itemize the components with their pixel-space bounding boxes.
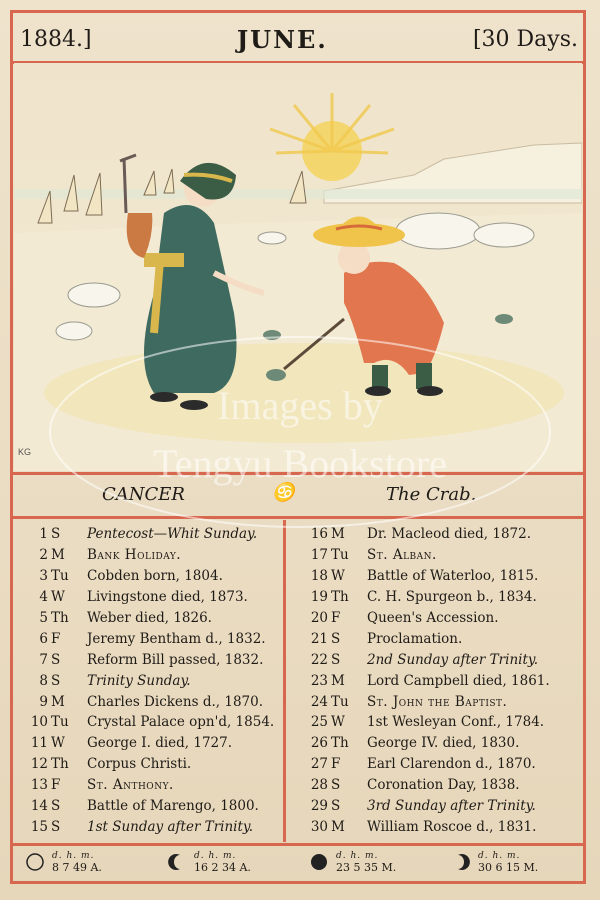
weekday-label: S: [331, 651, 341, 668]
moon-phase-4: [452, 850, 538, 874]
day-row: [22, 816, 274, 837]
day-number: 19: [310, 589, 328, 606]
day-number: 22: [310, 651, 328, 668]
last-quarter-moon-icon: [168, 853, 186, 871]
moon-phase-3: [310, 850, 396, 874]
day-row: [302, 649, 550, 670]
weekday-label: W: [51, 735, 65, 752]
weekday-label: Th: [51, 756, 69, 773]
day-number: 14: [30, 798, 48, 815]
weekday-label: F: [51, 777, 61, 794]
weekday-label: S: [331, 777, 341, 794]
day-row: [22, 796, 274, 817]
weekday-label: W: [331, 714, 345, 731]
day-event: Reform Bill passed, 1832.: [87, 651, 264, 668]
illustration: [14, 63, 582, 471]
day-event: Earl Clarendon d., 1870.: [367, 756, 536, 773]
day-event: St. Alban.: [367, 547, 437, 564]
day-number: 15: [30, 818, 48, 835]
column-divider: [283, 520, 286, 842]
day-row: [22, 670, 274, 691]
day-event: George I. died, 1727.: [87, 735, 233, 752]
weekday-label: S: [51, 651, 61, 668]
day-event: C. H. Spurgeon b., 1834.: [367, 589, 537, 606]
zodiac-divider: [12, 516, 584, 519]
day-event: Trinity Sunday.: [87, 672, 191, 689]
watermark-line-1: Images by: [217, 383, 383, 428]
day-row: [302, 816, 550, 837]
day-event: Corpus Christi.: [87, 756, 192, 773]
moon-phase-time: 8 7 49 A.: [52, 861, 102, 874]
weekday-label: S: [51, 818, 61, 835]
weekday-label: F: [331, 756, 341, 773]
day-event: Charles Dickens d., 1870.: [87, 693, 264, 710]
day-row: [22, 628, 274, 649]
day-number: 4: [39, 589, 48, 606]
illustration-divider: [12, 472, 584, 475]
day-event: Bank Holiday.: [87, 547, 182, 564]
day-number: 27: [310, 756, 328, 773]
day-number: 30: [310, 818, 328, 835]
new-moon-icon: [310, 853, 328, 871]
day-event: 2nd Sunday after Trinity.: [367, 651, 539, 668]
day-number: 18: [310, 568, 328, 585]
day-event: Livingstone died, 1873.: [87, 589, 248, 606]
day-row: [22, 587, 274, 608]
first-quarter-moon-icon: [452, 853, 470, 871]
day-event: St. Anthony.: [87, 777, 174, 794]
day-number: 1: [39, 526, 48, 543]
weekday-label: S: [51, 798, 61, 815]
moon-phase-1: [26, 850, 102, 874]
day-event: Battle of Waterloo, 1815.: [367, 568, 539, 585]
day-event: 1st Sunday after Trinity.: [87, 818, 254, 835]
day-row: [302, 733, 550, 754]
day-number: 5: [39, 610, 48, 626]
days-divider: [12, 843, 584, 846]
day-number: 23: [310, 672, 328, 689]
weekday-label: M: [51, 547, 65, 564]
weekday-label: M: [331, 672, 345, 689]
weekday-label: S: [331, 798, 341, 815]
weekday-label: M: [331, 818, 345, 835]
day-row: [302, 775, 550, 796]
weekday-label: M: [331, 526, 345, 543]
day-number: 21: [310, 630, 328, 647]
day-row: [302, 712, 550, 733]
day-event: St. John the Baptist.: [367, 693, 508, 710]
day-event: 3rd Sunday after Trinity.: [367, 798, 536, 815]
watermark-line-2: Tengyu Bookstore: [153, 441, 447, 486]
day-row: [22, 524, 274, 545]
zodiac-row: [14, 476, 582, 514]
day-number: 28: [310, 777, 328, 794]
day-event: Crystal Palace opn'd, 1854.: [87, 714, 275, 731]
day-row: [302, 754, 550, 775]
day-row: [22, 545, 274, 566]
day-event: Queen's Accession.: [367, 610, 499, 626]
day-event: Coronation Day, 1838.: [367, 777, 520, 794]
day-row: [22, 775, 274, 796]
day-row: [302, 796, 550, 817]
day-row: [22, 691, 274, 712]
day-number: 8: [39, 672, 48, 689]
day-event: Lord Campbell died, 1861.: [367, 672, 550, 689]
year-label: 1884.]: [20, 26, 92, 52]
weekday-label: Tu: [331, 693, 349, 710]
day-event: Proclamation.: [367, 630, 463, 647]
days-count-label: [30 Days.: [472, 26, 578, 52]
cancer-symbol-icon: ♋: [272, 482, 295, 503]
weekday-label: Tu: [331, 547, 349, 564]
day-number: 26: [310, 735, 328, 752]
zodiac-sign-meaning: The Crab.: [386, 484, 477, 505]
day-number: 9: [39, 693, 48, 710]
day-row: [302, 691, 550, 712]
day-number: 7: [39, 651, 48, 668]
moon-phase-time: 23 5 35 M.: [336, 861, 397, 874]
moon-phase-header: d. h. m.: [336, 851, 379, 861]
day-row: [302, 670, 550, 691]
day-number: 20: [310, 610, 328, 626]
day-number: 29: [310, 798, 328, 815]
weekday-label: Tu: [51, 568, 69, 585]
day-number: 2: [39, 547, 48, 564]
day-event: 1st Wesleyan Conf., 1784.: [367, 714, 545, 731]
day-row: [22, 649, 274, 670]
day-row: [22, 712, 274, 733]
day-event: Dr. Macleod died, 1872.: [367, 526, 531, 543]
day-number: 13: [30, 777, 48, 794]
zodiac-sign-name: CANCER: [102, 484, 185, 505]
day-number: 3: [39, 568, 48, 585]
day-number: 24: [310, 693, 328, 710]
day-event: Pentecost—Whit Sunday.: [87, 526, 258, 543]
day-row: [302, 545, 550, 566]
day-event: Cobden born, 1804.: [87, 568, 223, 585]
day-number: 25: [310, 714, 328, 731]
weekday-label: Tu: [51, 714, 69, 731]
weekday-label: F: [331, 610, 341, 626]
day-number: 10: [30, 714, 48, 731]
month-title: JUNE.: [236, 24, 328, 54]
weekday-label: Th: [51, 610, 69, 626]
calendar-header: [16, 18, 582, 60]
weekday-label: W: [51, 589, 65, 606]
moon-phase-2: [168, 850, 251, 874]
day-row: [22, 754, 274, 775]
weekday-label: S: [51, 672, 61, 689]
day-event: Jeremy Bentham d., 1832.: [87, 630, 266, 647]
moon-phase-header: d. h. m.: [194, 851, 237, 861]
moon-phases: [14, 848, 582, 882]
weekday-label: Th: [331, 735, 349, 752]
day-event: William Roscoe d., 1831.: [367, 818, 537, 835]
weekday-label: S: [51, 526, 61, 543]
day-row: [22, 733, 274, 754]
day-number: 6: [39, 630, 48, 647]
moon-phase-time: 16 2 34 A.: [194, 861, 251, 874]
weekday-label: W: [331, 568, 345, 585]
weekday-label: S: [331, 630, 341, 647]
day-row: [302, 608, 550, 629]
day-event: Battle of Marengo, 1800.: [87, 798, 259, 815]
day-row: [302, 628, 550, 649]
moon-phase-time: 30 6 15 M.: [478, 861, 539, 874]
day-number: 11: [30, 735, 48, 752]
weekday-label: F: [51, 630, 61, 647]
day-row: [22, 608, 274, 629]
day-number: 17: [310, 547, 328, 564]
day-number: 16: [310, 526, 328, 543]
day-row: [302, 587, 550, 608]
days-column-right: [302, 524, 550, 837]
day-number: 12: [30, 756, 48, 773]
weekday-label: M: [51, 693, 65, 710]
day-row: [302, 524, 550, 545]
day-event: George IV. died, 1830.: [367, 735, 520, 752]
weekday-label: Th: [331, 589, 349, 606]
day-row: [22, 566, 274, 587]
days-table: [14, 520, 582, 842]
day-event: Weber died, 1826.: [87, 610, 212, 626]
full-moon-icon: [26, 853, 44, 871]
moon-phase-header: d. h. m.: [52, 851, 95, 861]
day-row: [302, 566, 550, 587]
moon-phase-header: d. h. m.: [478, 851, 521, 861]
beach-scene-illustration: [14, 63, 582, 471]
days-column-left: [22, 524, 274, 837]
artist-initials: KG: [18, 447, 32, 457]
